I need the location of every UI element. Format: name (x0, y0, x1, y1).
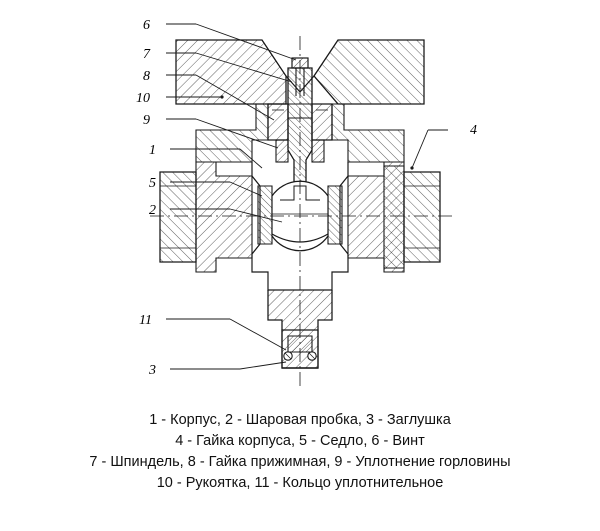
body-nut-part (384, 166, 440, 268)
valve-body-group (150, 24, 452, 386)
callout-11: 11 (139, 313, 152, 328)
legend (0, 410, 600, 494)
left-port (160, 172, 196, 262)
callout-4: 4 (470, 123, 477, 138)
legend-line-3: 7 - Шпиндель, 8 - Гайка прижимная, 9 - Уплотнение горловины (89, 454, 511, 470)
legend-line-2: 4 - Гайка корпуса, 5 - Седло, 6 - Винт (175, 433, 425, 449)
callout-9: 9 (143, 113, 150, 128)
handle-left-part (176, 40, 286, 104)
callout-5: 5 (149, 176, 156, 191)
handle-right-part (314, 40, 424, 104)
callout-1: 1 (149, 143, 156, 158)
callout-2: 2 (149, 203, 156, 218)
legend-line-1: 1 - Корпус, 2 - Шаровая пробка, 3 - Заглушка (149, 412, 451, 428)
callout-7: 7 (143, 47, 150, 62)
callout-3: 3 (149, 363, 156, 378)
callout-10: 10 (136, 91, 150, 106)
legend-line-4: 10 - Рукоятка, 11 - Кольцо уплотнительное (156, 475, 444, 491)
callout-8: 8 (143, 69, 150, 84)
callout-6: 6 (143, 18, 150, 33)
